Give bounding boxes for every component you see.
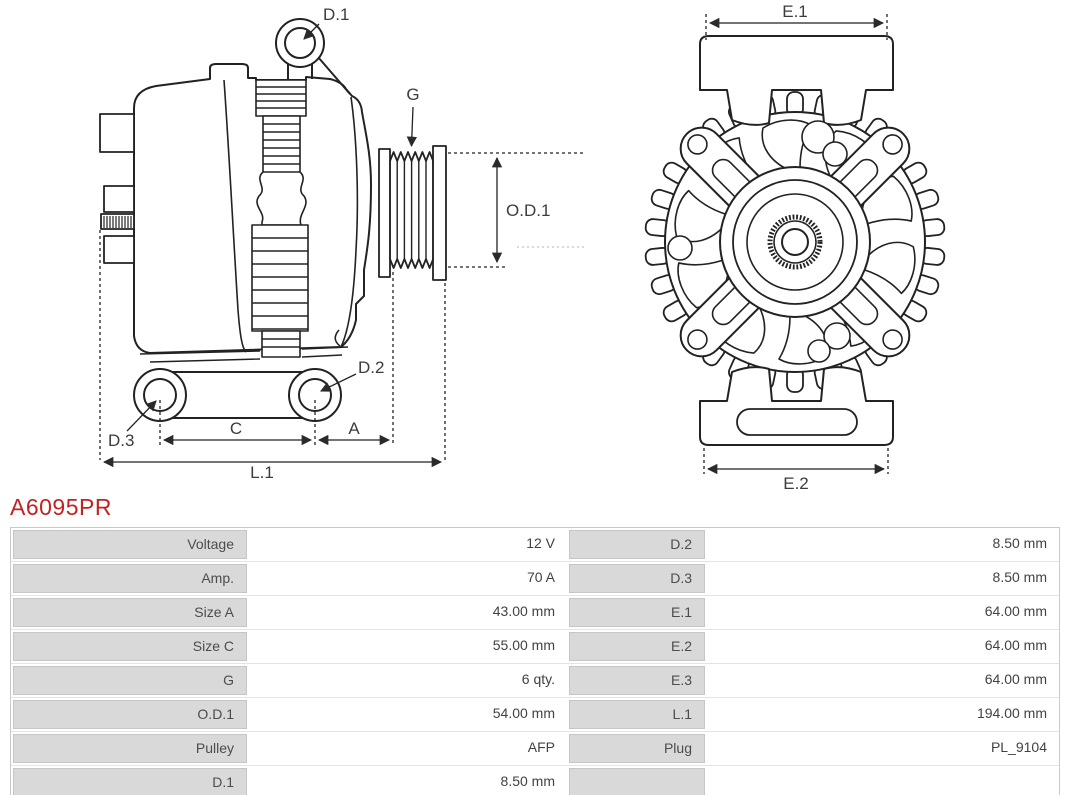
- spec-value: 70 A: [526, 569, 555, 585]
- label-l1: L.1: [250, 463, 274, 482]
- side-view: [100, 5, 584, 482]
- mounting-ears: [134, 369, 341, 421]
- spec-value: 54.00 mm: [492, 705, 555, 721]
- spec-label: L.1: [569, 700, 705, 729]
- spec-value: 43.00 mm: [492, 603, 555, 619]
- spec-label: D.3: [569, 564, 705, 593]
- spec-label: Size C: [13, 632, 247, 661]
- label-a: A: [348, 419, 360, 438]
- spec-value: 6 qty.: [521, 671, 555, 687]
- label-e1: E.1: [782, 2, 808, 21]
- front-view: [645, 2, 945, 493]
- table-row: [11, 561, 1059, 595]
- shaft-hub: [720, 167, 870, 317]
- spec-value: 12 V: [526, 535, 555, 551]
- spec-label: E.2: [569, 632, 705, 661]
- spec-label: O.D.1: [13, 700, 247, 729]
- spec-value: 64.00 mm: [984, 603, 1047, 619]
- spec-value: PL_9104: [990, 739, 1047, 755]
- spec-value: 8.50 mm: [992, 535, 1047, 551]
- spec-label: Amp.: [13, 564, 247, 593]
- label-c: C: [229, 419, 243, 438]
- table-row: [11, 629, 1059, 663]
- spec-value: AFP: [527, 739, 555, 755]
- table-row: [11, 765, 1059, 795]
- spec-label: E.3: [569, 666, 705, 695]
- label-d3: D.3: [108, 431, 135, 450]
- bracket-slot: [737, 409, 857, 435]
- spec-label: Size A: [13, 598, 247, 627]
- table-row: [11, 663, 1059, 697]
- part-number: A6095PR: [10, 494, 112, 520]
- spec-table: [10, 527, 1060, 795]
- label-d2: D.2: [358, 358, 385, 377]
- spec-label: D.2: [569, 530, 705, 559]
- table-row: [11, 595, 1059, 629]
- spec-label: [569, 768, 705, 795]
- rear-terminals: [100, 114, 134, 263]
- table-row: [11, 731, 1059, 765]
- spec-label: Voltage: [13, 530, 247, 559]
- label-od1: O.D.1: [506, 201, 551, 220]
- pulley: [379, 146, 446, 280]
- spec-value: [707, 766, 1059, 795]
- label-e2: E.2: [783, 474, 809, 493]
- table-row: [11, 697, 1059, 731]
- label-g: G: [406, 85, 420, 104]
- spec-value: 64.00 mm: [984, 637, 1047, 653]
- table-row: [11, 528, 1059, 561]
- spec-value: 64.00 mm: [984, 671, 1047, 687]
- spec-label: G: [13, 666, 247, 695]
- spec-label: Pulley: [13, 734, 247, 763]
- spec-value: 8.50 mm: [992, 569, 1047, 585]
- spec-value: 8.50 mm: [500, 773, 555, 789]
- spec-label: Plug: [569, 734, 705, 763]
- threaded-stud: [101, 214, 134, 229]
- spec-value: 55.00 mm: [492, 637, 555, 653]
- spec-label: E.1: [569, 598, 705, 627]
- spec-label: D.1: [13, 768, 247, 795]
- label-d1: D.1: [323, 5, 350, 24]
- shaft-hole: [782, 229, 808, 255]
- spec-value: 194.00 mm: [976, 705, 1047, 721]
